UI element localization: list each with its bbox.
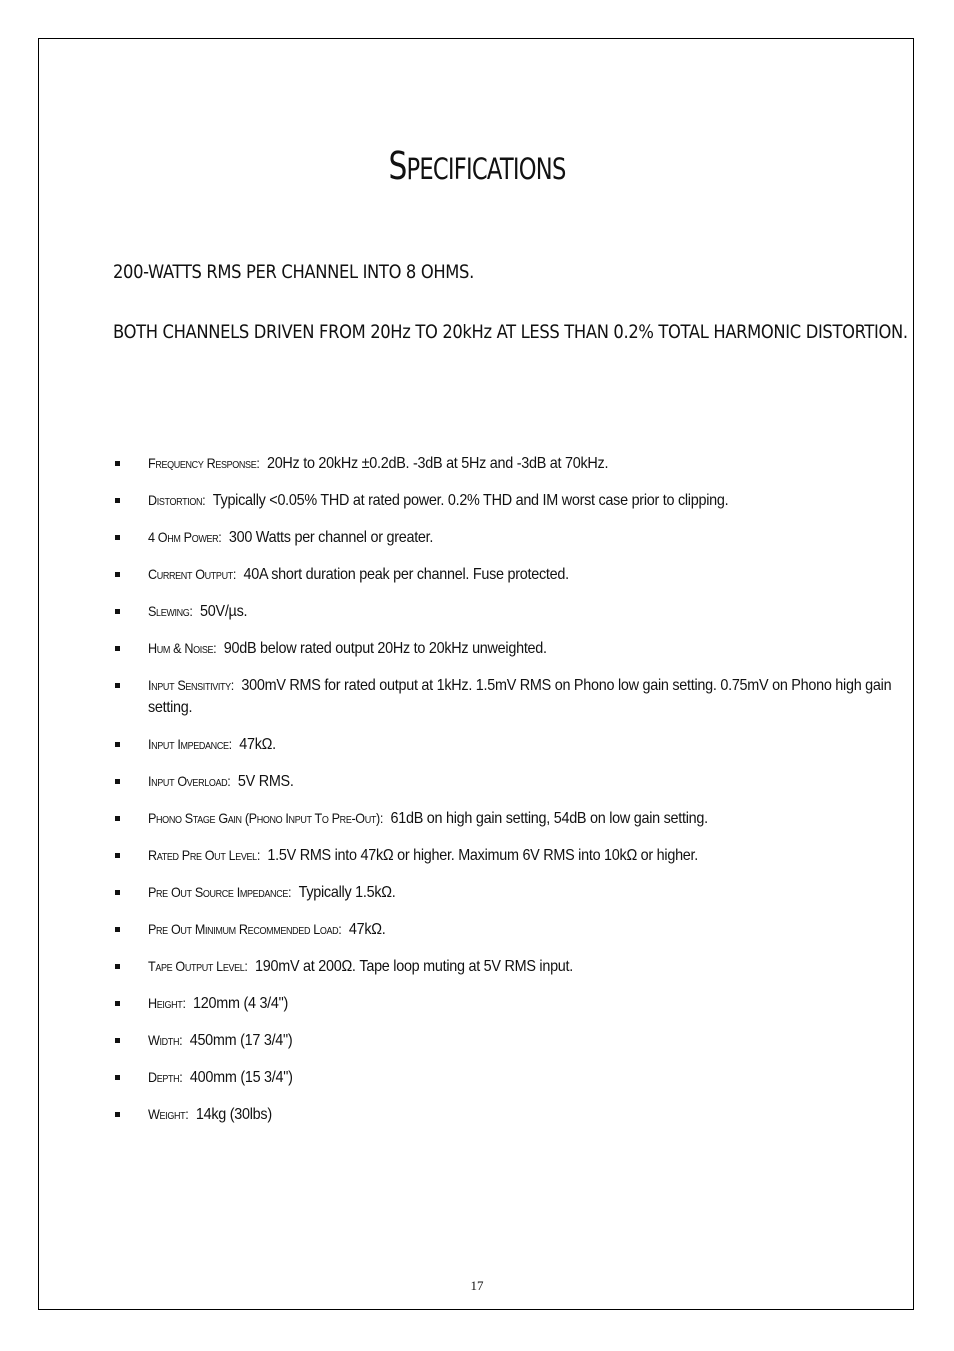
spec-text	[148, 526, 902, 549]
spec-text	[148, 637, 902, 660]
bullet-square-icon	[115, 1001, 120, 1006]
bullet-square-icon	[115, 853, 120, 858]
spec-label: Hum & Noise:	[148, 640, 217, 656]
spec-text	[148, 733, 902, 756]
spec-item	[113, 992, 903, 1015]
spec-label: Height:	[148, 995, 186, 1011]
bullet-square-icon	[115, 964, 120, 969]
spec-list	[113, 452, 903, 1140]
bullet-square-icon	[115, 927, 120, 932]
spec-text	[148, 600, 902, 623]
spec-item	[113, 1029, 903, 1052]
spec-value: 300mV RMS for rated output at 1kHz. 1.5mV RMS on Phono low gain setting. 0.75mV on Phono high gain setting.	[148, 677, 892, 716]
spec-item	[113, 733, 903, 756]
spec-item	[113, 637, 903, 660]
spec-value: 47kΩ.	[348, 921, 386, 938]
bullet-square-icon	[115, 572, 120, 577]
spec-value: 90dB below rated output 20Hz to 20kHz unweighted.	[223, 640, 547, 657]
spec-text	[148, 770, 902, 793]
spec-label: Rated Pre Out Level:	[148, 847, 260, 863]
spec-text	[148, 992, 902, 1015]
bullet-square-icon	[115, 461, 120, 466]
spec-label: Frequency Response:	[148, 455, 260, 471]
bullet-square-icon	[115, 498, 120, 503]
bullet-square-icon	[115, 646, 120, 651]
spec-text	[148, 844, 902, 867]
spec-value: 300 Watts per channel or greater.	[228, 529, 434, 546]
spec-label: Pre Out Minimum Recommended Load:	[148, 921, 342, 937]
bullet-square-icon	[115, 609, 120, 614]
spec-value: 120mm (4 3/4")	[193, 995, 289, 1012]
bullet-square-icon	[115, 1038, 120, 1043]
spec-label: Phono Stage Gain (Phono Input To Pre-Out):	[148, 810, 384, 826]
spec-item	[113, 844, 903, 867]
spec-item	[113, 881, 903, 904]
spec-text	[148, 955, 902, 978]
spec-label: 4 Ohm Power:	[148, 529, 222, 545]
spec-text	[148, 452, 902, 475]
spec-text	[148, 918, 902, 941]
spec-value: 5V RMS.	[237, 773, 294, 790]
bullet-square-icon	[115, 890, 120, 895]
spec-text	[148, 807, 902, 830]
spec-value: 40A short duration peak per channel. Fuse protected.	[243, 566, 569, 583]
bullet-square-icon	[115, 779, 120, 784]
page-title	[105, 144, 849, 191]
spec-value: Typically 1.5kΩ.	[298, 884, 396, 901]
spec-label: Distortion:	[148, 492, 206, 508]
bullet-square-icon	[115, 816, 120, 821]
spec-value: 50V/µs.	[200, 603, 248, 620]
spec-item	[113, 563, 903, 586]
spec-text	[148, 563, 902, 586]
spec-value: 450mm (17 3/4")	[189, 1032, 293, 1049]
spec-item	[113, 807, 903, 830]
bullet-square-icon	[115, 1112, 120, 1117]
spec-item	[113, 452, 903, 475]
spec-value: 190mV at 200Ω. Tape loop muting at 5V RMS input.	[255, 958, 574, 975]
spec-label: Pre Out Source Impedance:	[148, 884, 292, 900]
spec-text	[148, 1103, 902, 1126]
bullet-square-icon	[115, 1075, 120, 1080]
spec-item	[113, 1066, 903, 1089]
spec-item	[113, 600, 903, 623]
spec-value: 1.5V RMS into 47kΩ or higher. Maximum 6V RMS into 10kΩ or higher.	[267, 847, 699, 864]
spec-value: 61dB on high gain setting, 54dB on low gain setting.	[390, 810, 708, 827]
spec-item	[113, 955, 903, 978]
spec-text	[148, 1029, 902, 1052]
spec-value: 14kg (30lbs)	[195, 1106, 272, 1123]
spec-value: 400mm (15 3/4")	[189, 1069, 293, 1086]
spec-text	[148, 1066, 902, 1089]
headline-distortion-rating: BOTH CHANNELS DRIVEN FROM 20Hz TO 20kHz AT LESS THAN 0.2% TOTAL HARMONIC DISTORTION.	[113, 321, 908, 343]
spec-item	[113, 526, 903, 549]
page-number: 17	[470, 1278, 484, 1293]
spec-label: Weight:	[148, 1106, 189, 1122]
spec-item	[113, 489, 903, 512]
headline-power-rating: 200-WATTS RMS PER CHANNEL INTO 8 OHMS.	[113, 261, 474, 283]
spec-label: Slewing:	[148, 603, 193, 619]
spec-item	[113, 1103, 903, 1126]
spec-label: Current Output:	[148, 566, 237, 582]
spec-value: Typically <0.05% THD at rated power. 0.2% THD and IM worst case prior to clipping.	[212, 492, 729, 509]
spec-text	[148, 674, 902, 719]
page-title-text: SPECIFICATIONS	[388, 144, 566, 188]
spec-label: Depth:	[148, 1069, 183, 1085]
spec-label: Width:	[148, 1032, 183, 1048]
spec-label: Input Overload:	[148, 773, 231, 789]
spec-label: Input Sensitivity:	[148, 677, 234, 693]
spec-label: Tape Output Level:	[148, 958, 248, 974]
spec-item	[113, 918, 903, 941]
spec-value: 47kΩ.	[239, 736, 276, 753]
spec-item	[113, 674, 903, 719]
spec-item	[113, 770, 903, 793]
spec-value: 20Hz to 20kHz ±0.2dB. -3dB at 5Hz and -3dB at 70kHz.	[266, 455, 609, 472]
bullet-square-icon	[115, 742, 120, 747]
spec-label: Input Impedance:	[148, 736, 232, 752]
spec-text	[148, 881, 902, 904]
bullet-square-icon	[115, 683, 120, 688]
bullet-square-icon	[115, 535, 120, 540]
spec-text	[148, 489, 902, 512]
